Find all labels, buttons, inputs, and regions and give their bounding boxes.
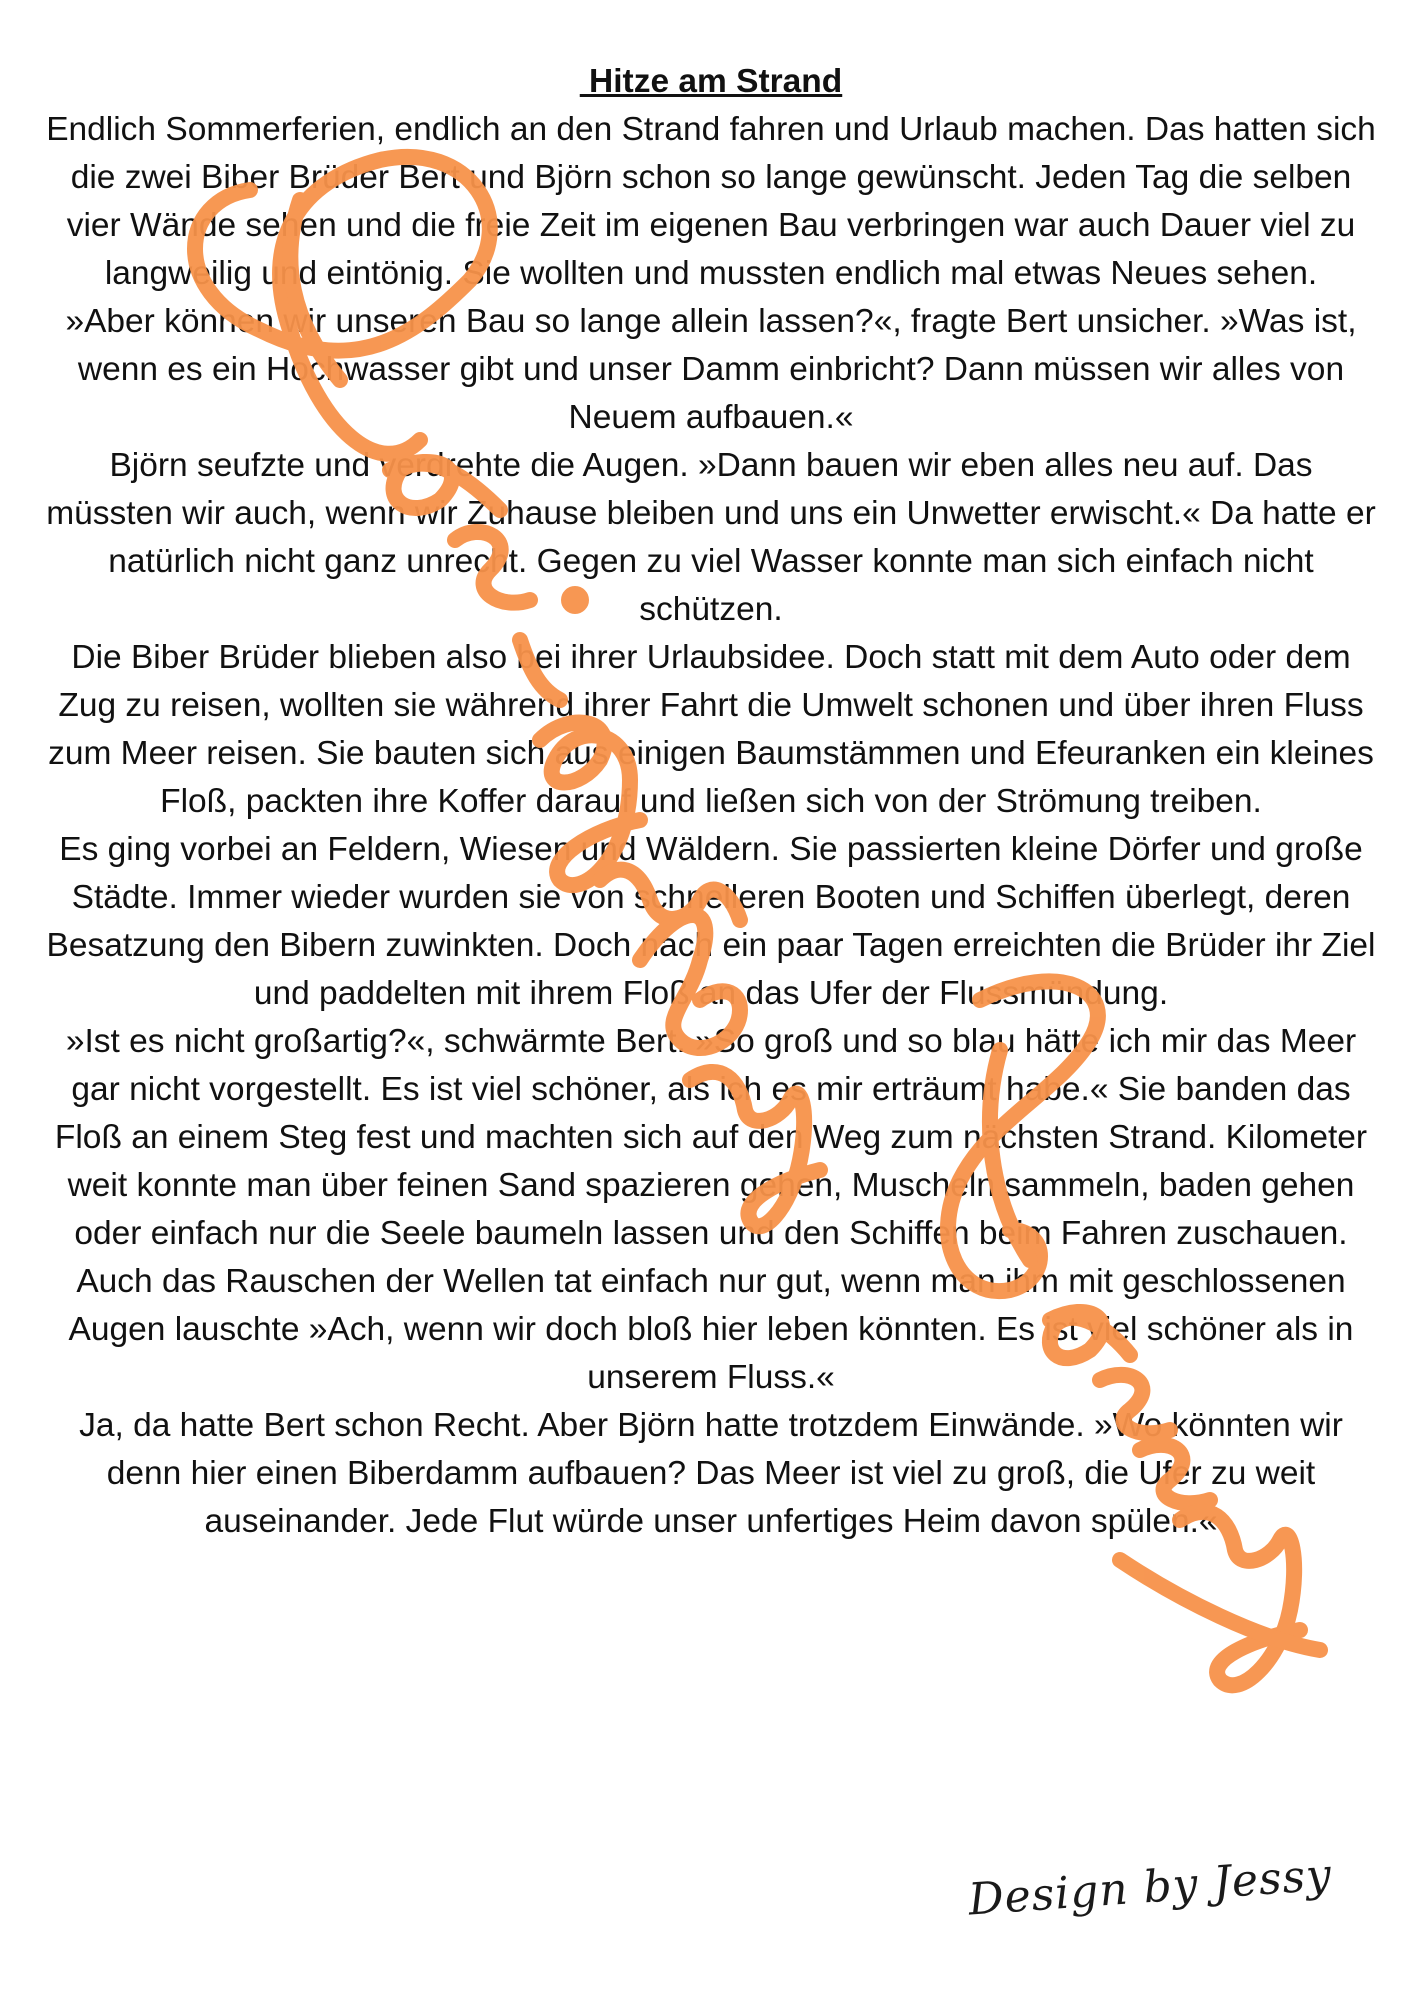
paragraph-3: Björn seufzte und verdrehte die Augen. »Dann bauen wir eben alles neu auf. Das müssten wir auch, wenn wir Zuhause bleiben und uns ein Unwetter erwischt.« Da hatte er natürlich nicht ganz unrecht. Gegen zu viel Wasser konnte man sich einfach nicht schützen. [46,447,1376,628]
story-text-block [46,58,1376,1546]
footer-signature: Design by Jessy [966,1849,1334,1926]
paragraph-5: Es ging vorbei an Feldern, Wiesen und Wäldern. Sie passierten kleine Dörfer und große Städte. Immer wieder wurden sie von schnelleren Booten und Schiffen überlegt, deren Besatzung den Bibern zuwinkten. Doch nach ein paar Tagen erreichten die Brüder ihr Ziel und paddelten mit ihrem Floß an das Ufer der Flussmündung. [46,831,1376,1012]
paragraph-1: Endlich Sommerferien, endlich an den Strand fahren und Urlaub machen. Das hatten sich die zwei Biber Brüder Bert und Björn schon so lange gewünscht. Jeden Tag die selben vier Wände sehen und die freie Zeit im eigenen Bau verbringen war auch Dauer viel zu langweilig und eintönig. Sie wollten und mussten endlich mal etwas Neues sehen. [46,111,1376,292]
paragraph-7: Ja, da hatte Bert schon Recht. Aber Björn hatte trotzdem Einwände. »Wo könnten wir denn hier einen Biberdamm aufbauen? Das Meer ist viel zu groß, die Ufer zu weit auseinander. Jede Flut würde unser unfertiges Heim davon spülen.« [79,1407,1343,1540]
paragraph-2: »Aber können wir unseren Bau so lange allein lassen?«, fragte Bert unsicher. »Was ist, wenn es ein Hochwasser gibt und unser Damm einbricht? Dann müssen wir alles von Neuem aufbauen.« [65,303,1357,436]
story-title: Hitze am Strand [579,63,843,100]
paragraph-4: Die Biber Brüder blieben also bei ihrer Urlaubsidee. Doch statt mit dem Auto oder dem Zug zu reisen, wollten sie während ihrer Fahrt die Umwelt schonen und über ihren Fluss zum Meer reisen. Sie bauten sich aus einigen Baumstämmen und Efeuranken ein kleines Floß, packten ihre Koffer darauf und ließen sich von der Strömung treiben. [48,639,1374,820]
paragraph-6: »Ist es nicht großartig?«, schwärmte Bert. »So groß und so blau hätte ich mir das Meer gar nicht vorgestellt. Es ist viel schöner, als ich es mir erträumt habe.« Sie banden das Floß an einem Steg fest und machten sich auf den Weg zum nächsten Strand. Kilometer weit konnte man über feinen Sand spazieren gehen, Muscheln sammeln, baden gehen oder einfach nur die Seele baumeln lassen und den Schiffen beim Fahren zuschauen. Auch das Rauschen der Wellen tat einfach nur gut, wenn man ihm mit geschlossenen Augen lauschte »Ach, wenn wir doch bloß hier leben könnten. Es ist viel schöner als in unserem Fluss.« [54,1023,1368,1396]
